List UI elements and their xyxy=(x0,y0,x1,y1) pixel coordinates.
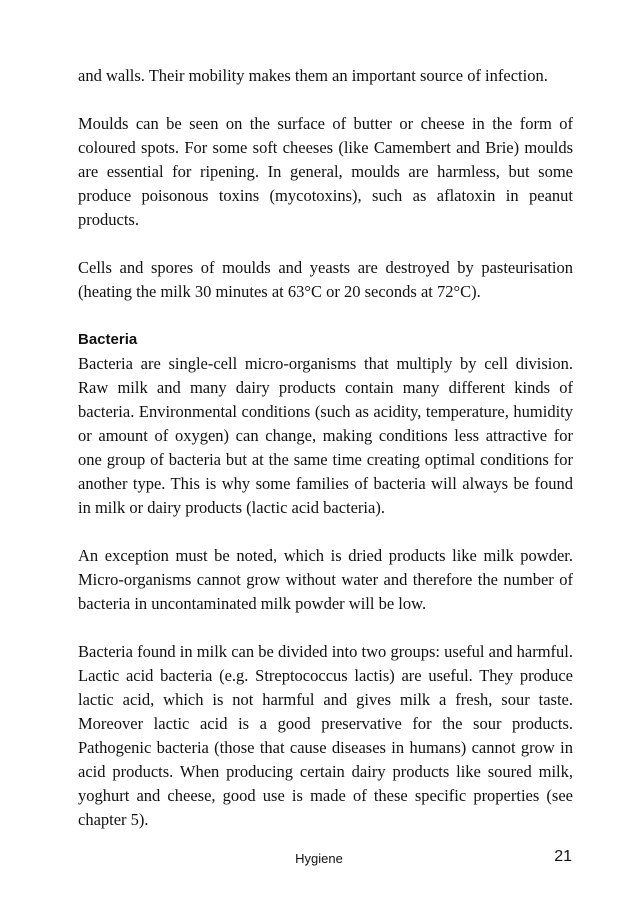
page-number: 21 xyxy=(554,848,572,865)
paragraph-pasteurisation: Cells and spores of moulds and yeasts are destroyed by pasteurisation (heating the milk 30 minutes at 63°C or 20 seconds at 72°C). xyxy=(78,258,573,301)
paragraph-walls-mobility: and walls. Their mobility makes them an important source of infection. xyxy=(78,66,548,85)
paragraph-milk-powder: An exception must be noted, which is dried products like milk powder. Micro-organisms cannot grow without water and therefore the number of bacteria in uncontaminated milk powder will be low. xyxy=(78,546,573,613)
body-text xyxy=(78,64,573,832)
footer-title: Hygiene xyxy=(295,851,343,866)
paragraph-bacteria-intro: Bacteria are single-cell micro-organisms that multiply by cell division. Raw milk and many dairy products contain many different kinds of bacteria. Environmental conditions (such as acidity, temperature, humidity or amount of oxygen) can change, making conditions less attractive for one group of bacteria but at the same time creating optimal conditions for another type. This is why some families of bacteria will always be found in milk or dairy products (lactic acid bacteria). xyxy=(78,354,573,517)
paragraph-useful-harmful: Bacteria found in milk can be divided into two groups: useful and harmful. Lactic acid bacteria (e.g. Streptococcus lactis) are useful. They produce lactic acid, which is not harmful and gives milk a fresh, sour taste. Moreover lactic acid is a good preservative for the sour products. Pathogenic bacteria (those that cause diseases in humans) cannot grow in acid products. When producing certain dairy products like soured milk, yoghurt and cheese, good use is made of these specific properties (see chapter 5). xyxy=(78,642,573,829)
section-heading-bacteria: Bacteria xyxy=(78,331,138,348)
paragraph-moulds: Moulds can be seen on the surface of butter or cheese in the form of coloured spots. For some soft cheeses (like Camembert and Brie) moulds are essential for ripening. In general, moulds are harmless, but some produce poisonous toxins (mycotoxins), such as aflatoxin in peanut products. xyxy=(78,114,573,229)
